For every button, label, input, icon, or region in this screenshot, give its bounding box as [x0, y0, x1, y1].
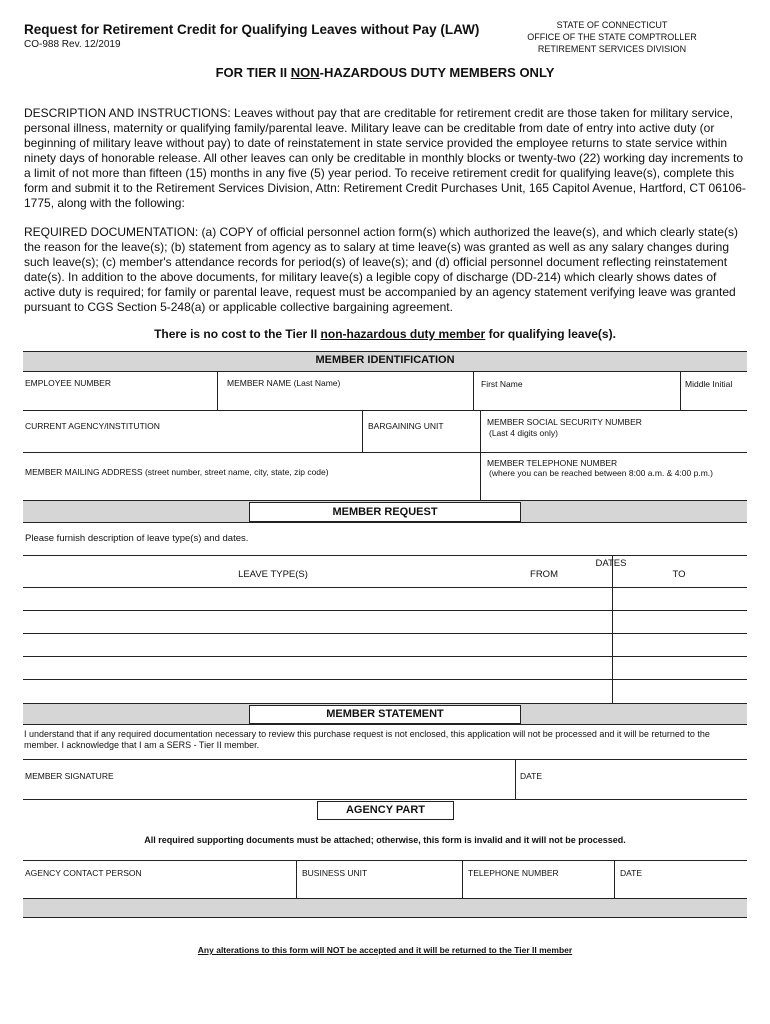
- divider: [23, 860, 747, 861]
- agency-part-heading: AGENCY PART: [317, 801, 454, 820]
- leave-type-input-1[interactable]: [25, 592, 612, 610]
- agency-line-1: STATE OF CONNECTICUT: [556, 20, 668, 30]
- divider: [23, 371, 747, 372]
- divider: [23, 452, 747, 453]
- member-signature-label: MEMBER SIGNATURE: [25, 771, 114, 781]
- divider: [473, 371, 474, 410]
- mailing-address-label: MEMBER MAILING ADDRESS (street number, street name, city, state, zip code): [25, 467, 329, 477]
- leave-type-input-3[interactable]: [25, 638, 612, 656]
- divider: [23, 351, 747, 352]
- leave-type-input-2[interactable]: [25, 615, 612, 633]
- member-request-heading: MEMBER REQUEST: [249, 502, 521, 522]
- leave-types-header: LEAVE TYPE(S): [238, 569, 308, 580]
- required-docs-paragraph: REQUIRED DOCUMENTATION: (a) COPY of official personnel action form(s) which authorized the leave(s), and which clearly state(s) the reason for the leave(s); (b) statement from agency as to salary at time leave(s) was granted as well as any salary changes during such leave(s); (c) member's attendance records for period(s) of leave(s); and (d) official personnel document reflecting reinstatement date(s). In addition to the above documents, for military leave(s) a legible copy of discharge (DD-214) which clearly shows dates of active duty is required; for family or parental leave, request must be accompanied by an agency statement verifying leave was granted pursuant to CGS Section 5-248(a) or applicable collective bargaining agreement.: [24, 225, 739, 314]
- agency-part-notice: All required supporting documents must be attached; otherwise, this form is invalid and it will not be processed.: [144, 835, 626, 845]
- member-request-instruction: Please furnish description of leave type(s) and dates.: [25, 533, 249, 544]
- divider: [23, 610, 747, 611]
- no-cost-prefix: There is no cost to the Tier II: [154, 327, 321, 341]
- divider: [23, 799, 747, 800]
- ssn-label: MEMBER SOCIAL SECURITY NUMBER: [487, 417, 642, 427]
- divider: [614, 860, 615, 898]
- agency-block: [482, 19, 742, 55]
- agency-line-2: OFFICE OF THE STATE COMPTROLLER: [527, 32, 697, 42]
- divider: [612, 555, 613, 703]
- employee-number-label: EMPLOYEE NUMBER: [25, 378, 111, 388]
- member-signature-input[interactable]: [25, 783, 515, 799]
- divider: [362, 410, 363, 452]
- divider: [23, 587, 747, 588]
- divider: [23, 410, 747, 411]
- form-number: CO-988 Rev. 12/2019: [24, 39, 121, 50]
- divider: [480, 410, 481, 500]
- divider: [462, 860, 463, 898]
- phone-input[interactable]: [485, 482, 747, 498]
- divider: [23, 555, 747, 556]
- bargaining-unit-label: BARGAINING UNIT: [368, 421, 444, 431]
- divider: [23, 759, 747, 760]
- to-header: TO: [672, 569, 686, 580]
- agency-date-label: DATE: [620, 868, 643, 878]
- footer-notice: Any alterations to this form will NOT be accepted and it will be returned to the Tier II member: [197, 945, 573, 955]
- headline-underlined: NON: [290, 65, 320, 80]
- member-last-name-input[interactable]: [221, 392, 473, 408]
- member-statement-heading: MEMBER STATEMENT: [249, 705, 521, 724]
- mailing-address-input[interactable]: [25, 482, 480, 498]
- member-identification-heading: MEMBER IDENTIFICATION: [315, 354, 455, 366]
- leave-type-input-5[interactable]: [25, 684, 612, 702]
- agency-telephone-input[interactable]: [466, 881, 614, 897]
- agency-part-bottom-bar: [23, 899, 747, 917]
- divider: [23, 633, 747, 634]
- divider: [217, 371, 218, 410]
- divider: [296, 860, 297, 898]
- middle-initial-input[interactable]: [684, 392, 748, 408]
- agency-telephone-label: TELEPHONE NUMBER: [468, 868, 559, 878]
- headline: [0, 65, 770, 80]
- leave-dates-input-1[interactable]: [616, 592, 747, 610]
- leave-dates-input-2[interactable]: [616, 615, 747, 633]
- from-header: FROM: [530, 569, 558, 580]
- agency-contact-label: AGENCY CONTACT PERSON: [25, 868, 142, 878]
- leave-type-input-4[interactable]: [25, 661, 612, 679]
- no-cost-underlined: non-hazardous duty member: [320, 327, 486, 341]
- description-paragraph: DESCRIPTION AND INSTRUCTIONS: Leaves without pay that are creditable for retirement credit are those taken for military service, personal illness, maternity or qualifying family/parental leave. Military leave can be creditable from date of entry into active duty (or beginning of military leave without pay) to date of reinstatement in state service provided the employee returns to state service within ninety days of honorable release. All other leaves can only be creditable in monthly blocks or twenty-two (22) working day increments to a limit of not more than fifteen (15) months in any five (5) year period. To receive retirement credit for qualifying leave(s), complete this form and submit it to the Retirement Services Division, Attn: Retirement Credit Purchases Unit, 165 Capitol Avenue, Hartford, CT 06106-1775, along with the following:: [24, 106, 746, 210]
- phone-sublabel: (where you can be reached between 8:00 a.m. & 4:00 p.m.): [489, 468, 713, 478]
- leave-dates-input-4[interactable]: [616, 661, 747, 679]
- no-cost-suffix: for qualifying leave(s).: [485, 327, 616, 341]
- member-date-label: DATE: [520, 771, 543, 781]
- current-agency-input[interactable]: [25, 435, 362, 451]
- first-name-input[interactable]: [477, 392, 679, 408]
- bargaining-unit-input[interactable]: [366, 435, 480, 451]
- divider: [23, 656, 747, 657]
- business-unit-input[interactable]: [300, 881, 462, 897]
- member-date-input[interactable]: [519, 783, 747, 799]
- ssn-input[interactable]: [485, 439, 747, 453]
- dates-header: DATES: [595, 558, 627, 569]
- agency-date-input[interactable]: [618, 881, 747, 897]
- phone-label: MEMBER TELEPHONE NUMBER: [487, 458, 618, 468]
- headline-prefix: FOR TIER II: [215, 65, 291, 80]
- headline-suffix: -HAZARDOUS DUTY MEMBERS ONLY: [319, 65, 555, 80]
- agency-line-3: RETIREMENT SERVICES DIVISION: [537, 44, 687, 54]
- leave-dates-input-3[interactable]: [616, 638, 747, 656]
- member-statement-text: I understand that if any required documentation necessary to review this purchase request is not enclosed, this application will not be processed and it will be returned to the member. I acknowledge that I am a SERS - Tier II member.: [24, 729, 710, 750]
- member-name-label: MEMBER NAME (Last Name): [227, 378, 341, 388]
- leave-dates-input-5[interactable]: [616, 684, 747, 702]
- first-name-label: First Name: [481, 379, 523, 389]
- middle-initial-label: Middle Initial: [685, 379, 733, 389]
- business-unit-label: BUSINESS UNIT: [302, 868, 368, 878]
- divider: [23, 679, 747, 680]
- divider: [23, 917, 747, 918]
- divider: [680, 371, 681, 410]
- current-agency-label: CURRENT AGENCY/INSTITUTION: [25, 421, 160, 431]
- no-cost-notice: [0, 327, 770, 341]
- agency-contact-input[interactable]: [25, 881, 296, 897]
- divider: [515, 759, 516, 799]
- employee-number-input[interactable]: [25, 392, 217, 408]
- form-title: Request for Retirement Credit for Qualifying Leaves without Pay (LAW): [24, 22, 480, 37]
- divider: [23, 522, 747, 523]
- ssn-sublabel: (Last 4 digits only): [489, 428, 558, 438]
- divider: [23, 724, 747, 725]
